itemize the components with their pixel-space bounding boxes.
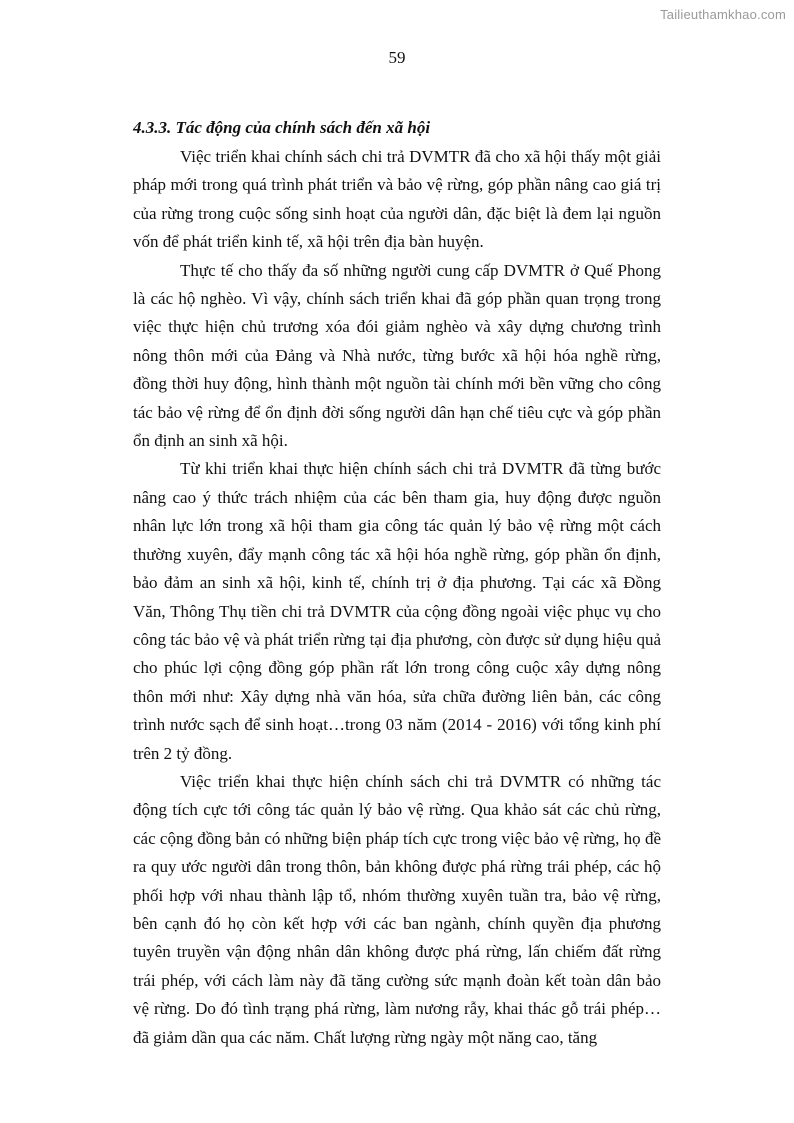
- paragraph: Việc triển khai thực hiện chính sách chi trả DVMTR có những tác động tích cực tới công tác quản lý bảo vệ rừng. Qua khảo sát các chủ rừng, các cộng đồng bản có những biện pháp tích cực trong việc bảo vệ rừng, họ đề ra quy ước người dân trong thôn, bản không được phá rừng trái phép, các hộ phối hợp với nhau thành lập tổ, nhóm thường xuyên tuần tra, bảo vệ rừng, bên cạnh đó họ còn kết hợp với các ban ngành, chính quyền địa phương tuyên truyền vận động nhân dân không được phá rừng, lấn chiếm đất rừng trái phép, với cách làm này đã tăng cường sức mạnh đoàn kết toàn dân bảo vệ rừng. Do đó tình trạng phá rừng, làm nương rẫy, khai thác gỗ trái phép…đã giảm dần qua các năm. Chất lượng rừng ngày một năng cao, tăng: [133, 771, 661, 1047]
- paragraph: Từ khi triển khai thực hiện chính sách chi trả DVMTR đã từng bước nâng cao ý thức trách nhiệm của các bên tham gia, huy động được nguồn nhân lực lớn trong xã hội tham gia công tác quản lý bảo vệ rừng một cách thường xuyên, đẩy mạnh công tác xã hội hóa nghề rừng, góp phần ổn định, bảo đảm an sinh xã hội, kinh tế, chính trị ở địa phương. Tại các xã Đồng Văn, Thông Thụ tiền chi trả DVMTR của cộng đồng ngoài việc phục vụ cho công tác bảo vệ và phát triển rừng tại địa phương, còn được sử dụng hiệu quả cho phúc lợi cộng đồng góp phần rất lớn trong công cuộc xây dựng nông thôn mới như: Xây dựng nhà văn hóa, sửa chữa đường liên bản, các công trình nước sạch để sinh hoạt…trong 03 năm (2014 - 2016) với tổng kinh phí trên 2 tỷ đồng.: [133, 459, 661, 763]
- watermark: Tailieuthamkhao.com: [660, 7, 786, 22]
- paragraph: Việc triển khai chính sách chi trả DVMTR đã cho xã hội thấy một giải pháp mới trong quá trình phát triển và bảo vệ rừng, góp phần nâng cao giá trị của rừng trong cuộc sống sinh hoạt của người dân, đặc biệt là đem lại nguồn vốn để phát triển kinh tế, xã hội trên địa bàn huyện.: [133, 147, 661, 252]
- paragraph: Thực tế cho thấy đa số những người cung cấp DVMTR ở Quế Phong là các hộ nghèo. Vì vậy, chính sách triển khai đã góp phần quan trọng trong việc thực hiện chủ trương xóa đói giảm nghèo và xây dựng chương trình nông thôn mới của Đảng và Nhà nước, từng bước xã hội hóa nghề rừng, đồng thời huy động, hình thành một nguồn tài chính mới bền vững cho công tác bảo vệ rừng để ổn định đời sống người dân hạn chế tiêu cực và góp phần ổn định an sinh xã hội.: [133, 260, 661, 451]
- section-heading: 4.3.3. Tác động của chính sách đến xã hội: [133, 118, 431, 137]
- document-body: [133, 113, 661, 1052]
- page-number: 59: [388, 48, 406, 67]
